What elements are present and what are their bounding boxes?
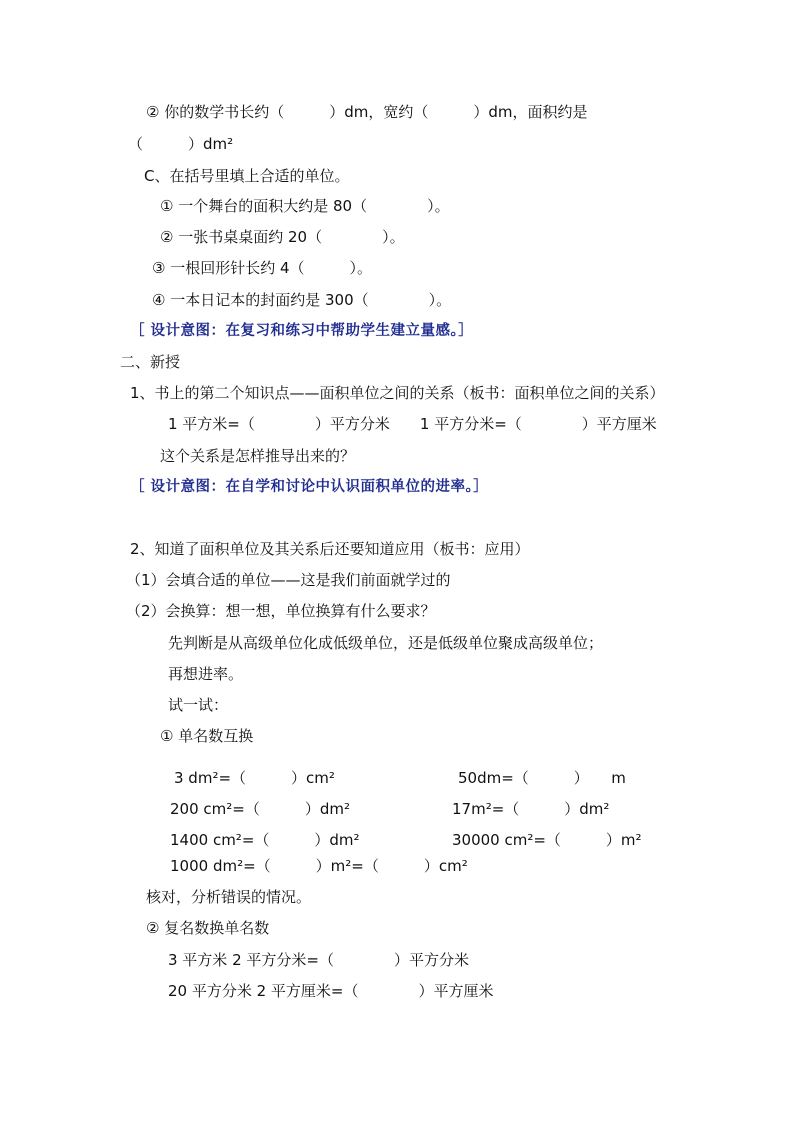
question-stage-area: ① 一个舞台的面积大约是 80（ ）。	[160, 197, 450, 215]
conversion-cm2-to-m2: 30000 cm²=（ ）m²	[452, 831, 642, 849]
conversion-rule-2: 再想进率。	[168, 665, 244, 683]
compound-conversion-2: 20 平方分米 2 平方厘米=（ ）平方厘米	[168, 982, 494, 1000]
relation-derivation-question: 这个关系是怎样推导出来的？	[160, 447, 356, 465]
compound-unit-conversion-heading: ② 复名数换单名数	[146, 919, 270, 937]
conversion-dm2-to-cm2: 3 dm²=（ ）cm²	[174, 769, 335, 787]
section-c-heading: C、在括号里填上合适的单位。	[144, 167, 350, 185]
conversion-m2-to-dm2: 17m²=（ ）dm²	[452, 800, 610, 818]
design-intent-2: ［ 设计意图：在自学和讨论中认识面积单位的进率。］	[130, 478, 489, 495]
design-intent-1: ［ 设计意图：在复习和练习中帮助学生建立量感。］	[130, 322, 474, 339]
knowledge-point-area-units: 1、书上的第二个知识点——面积单位之间的关系（板书：面积单位之间的关系）	[130, 384, 665, 402]
application-item-2: （2）会换算：想一想，单位换算有什么要求？	[126, 602, 436, 620]
area-unit-relation-fill: 1 平方米=（ ）平方分米 1 平方分米=（ ）平方厘米	[168, 415, 657, 433]
section-new-lesson-heading: 二、新授	[120, 353, 181, 371]
question-diary-cover-area: ④ 一本日记本的封面约是 300（ ）。	[152, 291, 452, 309]
conversion-dm2-to-m2-to-cm2: 1000 dm²=（ ）m²=（ ）cm²	[170, 857, 468, 875]
conversion-1400cm2-to-dm2: 1400 cm²=（ ）dm²	[170, 831, 360, 849]
try-it-label: 试一试：	[168, 696, 229, 714]
check-errors-note: 核对，分析错误的情况。	[146, 888, 312, 906]
question-math-book-area: （ ）dm²	[128, 135, 234, 153]
conversion-cm2-to-dm2: 200 cm²=（ ）dm²	[170, 800, 350, 818]
compound-conversion-1: 3 平方米 2 平方分米=（ ）平方分米	[168, 951, 469, 969]
application-item-1: （1）会填合适的单位——这是我们前面就学过的	[126, 571, 451, 589]
conversion-rule-1: 先判断是从高级单位化成低级单位，还是低级单位聚成高级单位；	[168, 634, 604, 652]
conversion-dm-to-m: 50dm=（ ） m	[458, 769, 626, 787]
single-unit-conversion-heading: ① 单名数互换	[160, 727, 254, 745]
question-paperclip-length: ③ 一根回形针长约 4（ ）。	[152, 259, 373, 277]
application-heading: 2、知道了面积单位及其关系后还要知道应用（板书：应用）	[130, 540, 530, 558]
question-math-book-size: ② 你的数学书长约（ ）dm，宽约（ ）dm，面积约是	[146, 103, 588, 121]
question-desk-area: ② 一张书桌桌面约 20（ ）。	[160, 228, 405, 246]
